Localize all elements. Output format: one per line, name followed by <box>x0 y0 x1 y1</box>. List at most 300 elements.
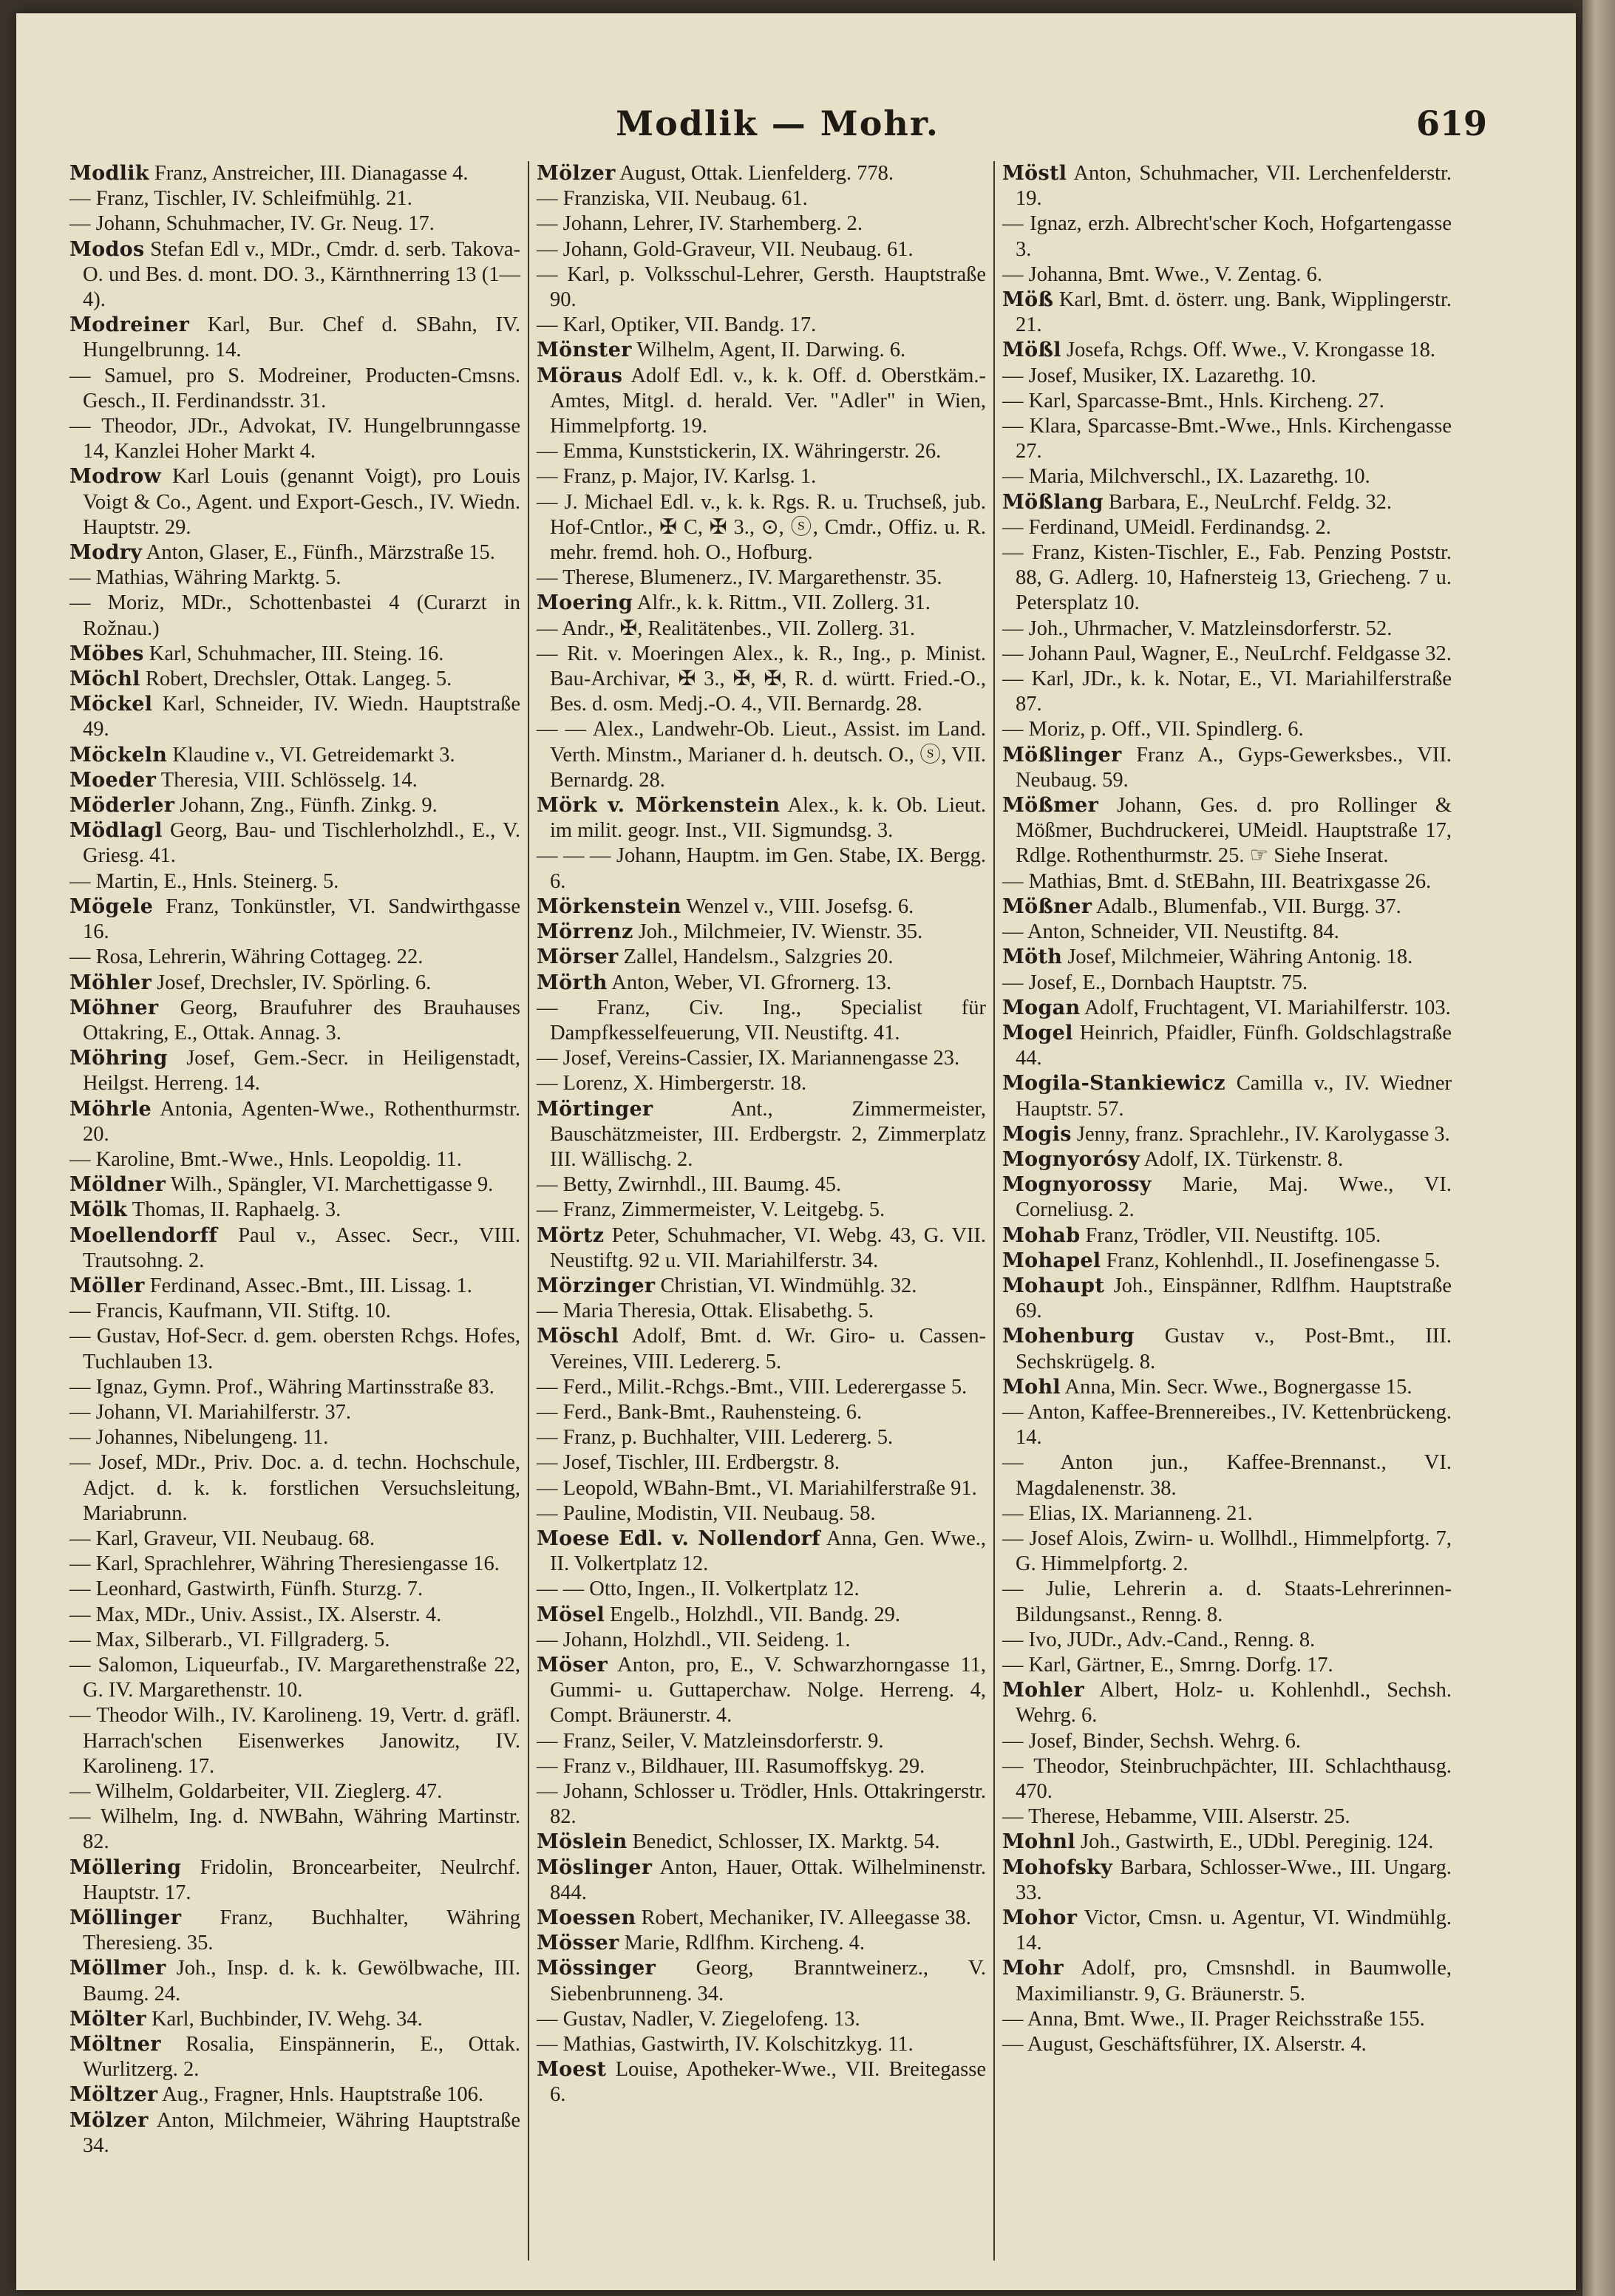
entry-details: Georg, Bau- und Tischlerholzhdl., E., V. Griesg. 41. <box>83 819 520 868</box>
directory-entry <box>1002 364 1452 389</box>
entry-details: Karl, Buchbinder, IV. Wehg. 34. <box>151 2007 423 2031</box>
directory-entry <box>537 237 986 262</box>
entry-details: — Josef, Vereins-Cassier, IX. Mariannengasse 23. <box>537 1047 960 1070</box>
entry-details: — Andr., ✠, Realitätenbes., VII. Zollerg. 31. <box>537 617 915 640</box>
entry-surname: Mogan <box>1002 996 1081 1019</box>
entry-details: Marie, Rdlfhm. Kircheng. 4. <box>624 1932 865 1955</box>
entry-surname: Möllinger <box>69 1906 182 1930</box>
entry-details: — Karl, Sparcasse-Bmt., Hnls. Kircheng. 27. <box>1002 389 1384 412</box>
directory-entry <box>1002 1628 1452 1653</box>
entry-surname: Möckel <box>69 693 153 716</box>
directory-entry <box>69 818 520 869</box>
directory-entry <box>537 1324 986 1374</box>
entry-details: Engelb., Holzhdl., VII. Bandg. 29. <box>610 1603 901 1626</box>
directory-entry <box>537 1754 986 1779</box>
entry-surname: Modos <box>69 237 145 261</box>
entry-details: Franz, Anstreicher, III. Dianagasse 4. <box>154 162 469 185</box>
directory-entry <box>1002 667 1452 717</box>
entry-details: — Franz, Kisten-Tischler, E., Fab. Penzing Poststr. 88, G. Adlerg. 10, Hafnersteig 13, Griecheng. 7 u. Petersplatz 10. <box>1002 541 1452 615</box>
directory-entry <box>69 1577 520 1602</box>
entry-details: Joh., Insp. d. k. k. Gewölbwache, III. Baumg. 24. <box>83 1957 520 2005</box>
entry-details: Marie, Maj. Wwe., VI. Corneliusg. 2. <box>1016 1173 1452 1222</box>
directory-entry <box>537 1450 986 1475</box>
directory-entry <box>69 1653 520 1703</box>
entry-details: Johann, Zng., Fünfh. Zinkg. 9. <box>180 794 438 818</box>
entry-details: Georg, Branntweinerz., V. Siebenbrunneng. 34. <box>550 1957 987 2005</box>
directory-entry <box>1002 540 1452 617</box>
entry-surname: Mohnl <box>1002 1830 1075 1854</box>
entry-details: — Leopold, WBahn-Bmt., VI. Mariahilferstraße 91. <box>537 1476 977 1500</box>
directory-entry <box>69 211 520 237</box>
entry-details: Anton, Glaser, E., Fünfh., Märzstraße 15. <box>146 541 495 565</box>
entry-details: — Maria Theresia, Ottak. Elisabethg. 5. <box>537 1300 874 1323</box>
directory-entry <box>69 2082 520 2108</box>
entry-details: Adolf, IX. Türkenstr. 8. <box>1143 1147 1344 1171</box>
entry-details: — Salomon, Liqueurfab., IV. Margarethenstraße 22, G. IV. Margarethenstr. 10. <box>69 1653 520 1702</box>
entry-details: — Julie, Lehrerin a. d. Staats-Lehrerinnen-Bildungsanst., Renng. 8. <box>1002 1577 1452 1626</box>
entry-surname: Modreiner <box>69 313 190 337</box>
directory-entry <box>1002 743 1452 793</box>
entry-surname: Mödlagl <box>69 819 163 843</box>
directory-entry <box>1002 2007 1452 2032</box>
directory-entry <box>69 1324 520 1374</box>
entry-surname: Möllmer <box>69 1957 166 1980</box>
entry-details: Benedict, Schlosser, IX. Marktg. 54. <box>632 1830 940 1854</box>
entry-details: Karl Louis (genannt Voigt), pro Louis Voigt & Co., Agent. und Export-Gesch., IV. Wiedn. Hauptstr. 29. <box>83 465 521 539</box>
directory-entry <box>69 945 520 970</box>
entry-details: Josef, Drechsler, IV. Spörling. 6. <box>157 971 432 994</box>
entry-surname: Mohenburg <box>1002 1325 1135 1348</box>
directory-entry <box>69 565 520 591</box>
entry-details: Karl, Bmt. d. österr. ung. Bank, Wipplingerstr. 21. <box>1016 288 1452 337</box>
entry-details: — — Alex., Landwehr-Ob. Lieut., Assist. im Land. Verth. Minstm., Marianer d. h. deutsch. O., ⓢ, VII. Bernardg. 28. <box>537 718 986 792</box>
directory-entry <box>69 692 520 742</box>
directory-entry <box>69 1628 520 1653</box>
directory-entry <box>1002 288 1452 338</box>
entry-details: — Elias, IX. Marianneng. 21. <box>1002 1501 1253 1525</box>
directory-entry <box>69 161 520 186</box>
directory-entry <box>537 1071 986 1096</box>
entry-details: — Wilhelm, Goldarbeiter, VII. Zieglerg. 47. <box>69 1780 443 1803</box>
directory-entry <box>537 1956 986 2006</box>
directory-entry <box>1002 1526 1452 1577</box>
directory-entry <box>1002 617 1452 642</box>
entry-details: — Johann, Lehrer, IV. Starhemberg. 2. <box>537 212 863 236</box>
entry-details: — Johann Paul, Wagner, E., NeuLrchf. Feldgasse 32. <box>1002 642 1452 665</box>
directory-entry <box>69 540 520 565</box>
entry-surname: Mogis <box>1002 1122 1072 1146</box>
directory-entry <box>69 1425 520 1450</box>
entry-details: Karl, Schuhmacher, III. Steing. 16. <box>149 642 444 665</box>
directory-entry <box>537 1375 986 1400</box>
entry-details: Anton, Schuhmacher, VII. Lerchenfelderstr. 19. <box>1016 162 1452 211</box>
entry-details: — Johann, Holzhdl., VII. Seideng. 1. <box>537 1628 851 1651</box>
entry-details: Josefa, Rchgs. Off. Wwe., V. Krongasse 18. <box>1067 339 1435 362</box>
entry-surname: Mößlang <box>1002 490 1104 514</box>
entry-surname: Möbes <box>69 642 144 665</box>
entry-surname: Modlik <box>69 162 149 185</box>
entry-details: — Leonhard, Gastwirth, Fünfh. Sturzg. 7. <box>69 1577 424 1601</box>
entry-surname: Mörtinger <box>537 1097 653 1121</box>
entry-surname: Mösser <box>537 1932 619 1955</box>
directory-entry <box>69 1299 520 1324</box>
directory-entry <box>69 1855 520 1906</box>
directory-entry <box>537 1425 986 1450</box>
entry-details: Paul v., Assec. Secr., VIII. Trautsohng. 2. <box>83 1223 520 1272</box>
entry-details: — Josef, Musiker, IX. Lazarethg. 10. <box>1002 364 1316 387</box>
directory-entry <box>69 768 520 793</box>
entry-details: — Johann, VI. Mariahilferstr. 37. <box>69 1400 351 1424</box>
entry-details: — Josef, Binder, Sechsh. Wehrg. 6. <box>1002 1729 1301 1753</box>
entry-details: — Anna, Bmt. Wwe., II. Prager Reichsstraße 155. <box>1002 2007 1425 2031</box>
entry-details: — Franz, Tischler, IV. Schleifmühlg. 21. <box>69 187 412 211</box>
entry-details: — Therese, Hebamme, VIII. Alserstr. 25. <box>1002 1805 1350 1829</box>
directory-entry <box>537 364 986 440</box>
entry-surname: Möhler <box>69 971 152 994</box>
entry-details: — Theodor, JDr., Advokat, IV. Hungelbrunngasse 14, Kanzlei Hoher Markt 4. <box>69 415 520 463</box>
entry-details: — Johann, Gold-Graveur, VII. Neubaug. 61. <box>537 237 914 261</box>
entry-details: — Maria, Milchverschl., IX. Lazarethg. 10. <box>1002 465 1370 489</box>
directory-entry <box>1002 1274 1452 1324</box>
entry-surname: Möltner <box>69 2033 161 2056</box>
entry-surname: Mößmer <box>1002 794 1099 818</box>
directory-entry <box>537 1400 986 1425</box>
entry-surname: Möser <box>537 1653 608 1677</box>
entry-details: Theresia, VIII. Schlösselg. 14. <box>160 768 418 792</box>
entry-details: Barbara, Schlosser-Wwe., III. Ungarg. 33. <box>1016 1855 1452 1904</box>
entry-details: — Karl, Gärtner, E., Smrng. Dorfg. 17. <box>1002 1653 1333 1677</box>
entry-surname: Mohr <box>1002 1957 1064 1980</box>
directory-entry <box>537 2057 986 2108</box>
entry-surname: Möckeln <box>69 743 168 767</box>
entry-details: — Franz v., Bildhauer, III. Rasumoffskyg. 29. <box>537 1754 925 1778</box>
entry-surname: Mohaupt <box>1002 1274 1105 1297</box>
entry-details: — Gustav, Hof-Secr. d. gem. obersten Rchgs. Hofes, Tuchlauben 13. <box>69 1325 520 1373</box>
entry-details: Joh., Gastwirth, E., UDbl. Pereginig. 124. <box>1081 1830 1434 1854</box>
directory-entry <box>537 490 986 566</box>
directory-entry <box>69 996 520 1046</box>
entry-surname: Möldner <box>69 1173 166 1197</box>
directory-entry <box>69 1274 520 1299</box>
entry-details: — Karl, Sprachlehrer, Währing Theresiengasse 16. <box>69 1552 500 1576</box>
entry-surname: Mölzer <box>69 2108 149 2132</box>
entry-details: Adolf Edl. v., k. k. Off. d. Oberstkäm.-Amtes, Mitgl. d. herald. Ver. "Adler" in Wien, Himmelpfortg. 19. <box>550 364 986 438</box>
directory-entry <box>69 1779 520 1804</box>
entry-details: Robert, Drechsler, Ottak. Langeg. 5. <box>145 668 452 691</box>
entry-surname: Mognyorósy <box>1002 1147 1140 1171</box>
entry-details: — Martin, E., Hnls. Steinerg. 5. <box>69 869 339 893</box>
directory-entry <box>1002 1450 1452 1501</box>
entry-surname: Möllering <box>69 1855 182 1879</box>
entry-details: — Franziska, VII. Neubaug. 61. <box>537 187 808 211</box>
entry-details: Anton, Hauer, Ottak. Wilhelminenstr. 844. <box>550 1855 986 1904</box>
entry-details: Gustav v., Post-Bmt., III. Sechskrügelg. 8. <box>1016 1325 1452 1373</box>
directory-entry <box>1002 1147 1452 1172</box>
directory-entry <box>69 2032 520 2082</box>
directory-entry <box>537 313 986 338</box>
entry-details: — Franz, p. Buchhalter, VIII. Ledererg. 5. <box>537 1426 894 1450</box>
entry-details: Franz, Tonkünstler, VI. Sandwirthgasse 16. <box>83 894 520 944</box>
directory-entry <box>537 1198 986 1223</box>
entry-surname: Mögele <box>69 894 154 918</box>
column-middle <box>528 161 993 2261</box>
entry-surname: Mohapel <box>1002 1249 1101 1272</box>
entry-details: — Karl, JDr., k. k. Notar, E., VI. Mariahilferstraße 87. <box>1002 668 1452 716</box>
directory-entry <box>1002 1830 1452 1855</box>
entry-surname: Mohler <box>1002 1679 1084 1702</box>
entry-details: — Max, MDr., Univ. Assist., IX. Alserstr. 4. <box>69 1603 442 1626</box>
entry-surname: Mörzinger <box>537 1274 656 1297</box>
entry-surname: Modrow <box>69 465 162 489</box>
directory-entry <box>1002 1021 1452 1071</box>
directory-entry <box>537 971 986 996</box>
entry-details: Anna, Min. Secr. Wwe., Bognergasse 15. <box>1064 1375 1412 1399</box>
entry-details: — Franz, p. Major, IV. Karlsg. 1. <box>537 465 817 489</box>
directory-entry <box>69 869 520 894</box>
directory-entry <box>1002 1324 1452 1374</box>
directory-entry <box>69 313 520 363</box>
directory-entry <box>1002 338 1452 363</box>
directory-entry <box>69 1703 520 1779</box>
directory-entry <box>537 338 986 363</box>
entry-details: — Max, Silberarb., VI. Fillgraderg. 5. <box>69 1628 390 1651</box>
entry-details: Albert, Holz- u. Kohlenhdl., Sechsh. Wehrg. 6. <box>1016 1679 1452 1728</box>
directory-entry <box>537 1931 986 1956</box>
column-left <box>62 161 528 2261</box>
directory-entry <box>537 262 986 313</box>
entry-surname: Mogila-Stankiewicz <box>1002 1072 1225 1096</box>
directory-entry <box>69 894 520 945</box>
directory-entry <box>69 1956 520 2006</box>
entry-surname: Mörtz <box>537 1223 605 1247</box>
entry-details: — Franz, Seiler, V. Matzleinsdorferstr. 9. <box>537 1729 884 1753</box>
entry-surname: Mörrenz <box>537 920 633 944</box>
directory-entry <box>1002 1855 1452 1906</box>
directory-entry <box>1002 211 1452 262</box>
entry-details: — Ferd., Milit.-Rchgs.-Bmt., VIII. Lederergasse 5. <box>537 1375 968 1399</box>
entry-surname: Mörser <box>537 945 619 969</box>
directory-entry <box>1002 793 1452 869</box>
directory-entry <box>69 1223 520 1274</box>
directory-entry <box>69 667 520 692</box>
entry-details: Robert, Mechaniker, IV. Alleegasse 38. <box>641 1906 971 1930</box>
entry-details: — Theodor Wilh., IV. Karolineng. 19, Vertr. d. gräfl. Harrach'schen Eisenwerkes Janowitz, IV. Karolineng. 17. <box>69 1704 520 1778</box>
directory-entry <box>69 591 520 641</box>
entry-surname: Moeder <box>69 768 157 792</box>
entry-details: August, Ottak. Lienfelderg. 778. <box>619 162 894 185</box>
entry-surname: Möderler <box>69 794 175 818</box>
directory-entry <box>537 591 986 616</box>
entry-details: Peter, Schuhmacher, VI. Webg. 43, G. VII. Neustiftg. 92 u. VII. Mariahilferstr. 34. <box>550 1223 987 1272</box>
directory-entry <box>1002 389 1452 414</box>
directory-entry <box>1002 1678 1452 1728</box>
column-right <box>993 161 1459 2261</box>
entry-details: — Franz, Zimmermeister, V. Leitgebg. 5. <box>537 1198 885 1222</box>
entry-details: Jenny, franz. Sprachlehr., IV. Karolygasse 3. <box>1076 1122 1450 1146</box>
entry-details: — Lorenz, X. Himbergerstr. 18. <box>537 1072 807 1096</box>
directory-entry <box>537 793 986 843</box>
entry-surname: Mörk v. Mörkenstein <box>537 794 781 818</box>
directory-entry <box>537 1501 986 1526</box>
entry-surname: Möhring <box>69 1047 168 1070</box>
entry-surname: Mössinger <box>537 1957 656 1980</box>
directory-entry <box>69 1552 520 1577</box>
directory-entry <box>69 1172 520 1198</box>
entry-details: — Karl, Optiker, VII. Bandg. 17. <box>537 313 817 337</box>
directory-entry <box>537 1855 986 1906</box>
entry-details: — Wilhelm, Ing. d. NWBahn, Währing Martinstr. 82. <box>69 1805 520 1854</box>
entry-details: Stefan Edl v., MDr., Cmdr. d. serb. Takova-O. und Bes. d. mont. DO. 3., Kärnthnerring 13 (1—4). <box>83 237 520 312</box>
entry-details: — Anton, Kaffee-Brennereibes., IV. Kettenbrückeng. 14. <box>1002 1400 1452 1450</box>
directory-entry <box>69 1046 520 1096</box>
entry-details: Alex., k. k. Ob. Lieut. im milit. geogr. Inst., VII. Sigmundsg. 3. <box>550 794 986 843</box>
entry-surname: Möller <box>69 1274 145 1297</box>
entry-details: Joh., Milchmeier, IV. Wienstr. 35. <box>638 920 923 944</box>
entry-surname: Mölzer <box>537 162 616 185</box>
directory-entry <box>1002 515 1452 540</box>
directory-entry <box>69 1147 520 1172</box>
entry-details: Wenzel v., VIII. Josefsg. 6. <box>686 894 914 918</box>
entry-details: Antonia, Agenten-Wwe., Rothenthurmstr. 20. <box>83 1097 520 1146</box>
entry-details: — Rosa, Lehrerin, Währing Cottageg. 22. <box>69 945 424 969</box>
entry-details: Christian, VI. Windmühlg. 32. <box>660 1274 917 1297</box>
directory-entry <box>1002 1122 1452 1147</box>
entry-details: Franz, Trödler, VII. Neustiftg. 105. <box>1085 1223 1381 1247</box>
entry-details: Josef, Gem.-Secr. in Heiligenstadt, Heilgst. Herreng. 14. <box>83 1047 521 1096</box>
directory-entry <box>1002 1729 1452 1754</box>
directory-entry <box>69 1198 520 1223</box>
entry-surname: Moering <box>537 591 633 615</box>
entry-surname: Mölter <box>69 2007 146 2031</box>
entry-surname: Mohofsky <box>1002 1855 1113 1879</box>
entry-details: — J. Michael Edl. v., k. k. Rgs. R. u. Truchseß, jub. Hof-Cntlor., ✠ C, ✠ 3., ⊙, ⓢ, Cmdr., Offiz. u. R. mehr. fremd. hoh. O., Hofburg. <box>537 490 986 565</box>
directory-entry <box>69 743 520 768</box>
entry-surname: Mörkenstein <box>537 894 681 918</box>
entry-surname: Möslinger <box>537 1855 653 1879</box>
directory-entry <box>1002 1375 1452 1400</box>
entry-details: — Ignaz, Gymn. Prof., Währing Martinsstraße 83. <box>69 1375 494 1399</box>
directory-entry <box>537 2032 986 2057</box>
entry-details: — Ferd., Bank-Bmt., Rauhensteing. 6. <box>537 1400 863 1424</box>
directory-entry <box>537 920 986 945</box>
entry-surname: Möslein <box>537 1830 628 1854</box>
entry-details: — Rit. v. Moeringen Alex., k. R., Ing., p. Minist. Bau-Archivar, ✠ 3., ✠, ✠, R. d. württ. Fried.-O., Bes. d. osm. Medj.-O. 4., VII. Bernardg. 28. <box>537 642 986 716</box>
entry-surname: Mölk <box>69 1198 128 1222</box>
directory-entry <box>1002 1653 1452 1678</box>
directory-entry <box>1002 1577 1452 1627</box>
directory-entry <box>1002 1223 1452 1249</box>
entry-details: — Klara, Sparcasse-Bmt.-Wwe., Hnls. Kirchengasse 27. <box>1002 415 1452 463</box>
directory-entry <box>537 439 986 464</box>
entry-details: — Josef, E., Dornbach Hauptstr. 75. <box>1002 971 1308 994</box>
directory-entry <box>537 565 986 591</box>
entry-surname: Moessen <box>537 1906 636 1930</box>
directory-entry <box>1002 1956 1452 2006</box>
directory-entry <box>1002 2032 1452 2057</box>
entry-details: — Johanna, Bmt. Wwe., V. Zentag. 6. <box>1002 262 1322 286</box>
directory-entry <box>69 971 520 996</box>
entry-details: Josef, Milchmeier, Währing Antonig. 18. <box>1067 945 1413 969</box>
directory-entry <box>537 464 986 489</box>
entry-details: Johann, Ges. d. pro Rollinger & Mößmer, Buchdruckerei, UMeidl. Hauptstraße 17, Rdlge. Rothenthurmstr. 25. ☞ Siehe Inserat. <box>1016 794 1452 868</box>
entry-details: Ant., Zimmermeister, Bauschätzmeister, III. Erdbergstr. 2, Zimmerplatz III. Wällischg. 2. <box>550 1097 986 1171</box>
directory-entry <box>537 1223 986 1274</box>
directory-entry <box>537 945 986 970</box>
entry-surname: Mösel <box>537 1603 605 1626</box>
entry-details: — Karoline, Bmt.-Wwe., Hnls. Leopoldig. 11. <box>69 1147 462 1171</box>
entry-details: — August, Geschäftsführer, IX. Alserstr. 4. <box>1002 2033 1367 2056</box>
directory-entry <box>537 1476 986 1501</box>
directory-entry <box>537 1046 986 1071</box>
entry-details: — Mathias, Gastwirth, IV. Kolschitzkyg. 11. <box>537 2033 914 2056</box>
directory-entry <box>1002 642 1452 667</box>
entry-details: Thomas, II. Raphaelg. 3. <box>132 1198 341 1222</box>
entry-details: Anton, pro, E., V. Schwarzhorngasse 11, Gummi- u. Guttaperchaw. Nolge. Herreng. 4, Compt. Bräunerstr. 4. <box>550 1653 986 1728</box>
entry-surname: Mohl <box>1002 1375 1061 1399</box>
entry-details: — Ignaz, erzh. Albrecht'scher Koch, Hofgartengasse 3. <box>1002 212 1452 261</box>
entry-details: Aug., Fragner, Hnls. Hauptstraße 106. <box>162 2083 484 2107</box>
entry-details: — Francis, Kaufmann, VII. Stiftg. 10. <box>69 1300 391 1323</box>
entry-details: Alfr., k. k. Rittm., VII. Zollerg. 31. <box>636 591 931 615</box>
entry-details: — Samuel, pro S. Modreiner, Producten-Cmsns. Gesch., II. Ferdinandsstr. 31. <box>69 364 520 412</box>
entry-surname: Möraus <box>537 364 623 387</box>
entry-details: — Johannes, Nibelungeng. 11. <box>69 1426 329 1450</box>
entry-details: Wilh., Spängler, VI. Marchettigasse 9. <box>170 1173 494 1197</box>
entry-details: — Emma, Kunststickerin, IX. Währingerstr. 26. <box>537 440 942 463</box>
entry-details: — Johann, Schuhmacher, IV. Gr. Neug. 17. <box>69 212 435 236</box>
page-number: 619 <box>1415 103 1487 143</box>
entry-surname: Möltzer <box>69 2083 158 2107</box>
directory-entry <box>537 1274 986 1299</box>
entry-details: — Anton jun., Kaffee-Brennanst., VI. Magdalenenstr. 38. <box>1002 1451 1452 1500</box>
entry-details: Karl, Bur. Chef d. SBahn, IV. Hungelbrunng. 14. <box>83 313 520 362</box>
entry-details: Franz, Buchhalter, Währing Theresieng. 35. <box>83 1906 521 1955</box>
entry-details: — Moriz, p. Off., VII. Spindlerg. 6. <box>1002 718 1304 741</box>
entry-details: — — Otto, Ingen., II. Volkertplatz 12. <box>537 1577 860 1601</box>
directory-entry <box>69 793 520 818</box>
entry-surname: Moest <box>537 2058 607 2082</box>
directory-entry <box>1002 262 1452 288</box>
entry-surname: Möth <box>1002 945 1063 969</box>
directory-entry <box>1002 920 1452 945</box>
entry-details: — Ferdinand, UMeidl. Ferdinandsg. 2. <box>1002 515 1331 539</box>
entry-details: Anton, Milchmeier, Währing Hauptstraße 34. <box>83 2108 520 2157</box>
entry-details: — Ivo, JUDr., Adv.-Cand., Renng. 8. <box>1002 1628 1316 1651</box>
entry-details: — Josef, MDr., Priv. Doc. a. d. techn. Hochschule, Adjct. d. k. k. forstlichen Versuchsleitung, Mariabrunn. <box>69 1451 520 1525</box>
entry-details: — Johann, Schlosser u. Trödler, Hnls. Ottakringerstr. 82. <box>537 1780 986 1829</box>
entry-surname: Mohab <box>1002 1223 1081 1247</box>
entry-surname: Mößner <box>1002 894 1092 918</box>
entry-details: — Karl, Graveur, VII. Neubaug. 68. <box>69 1526 375 1550</box>
directory-entry <box>1002 945 1452 970</box>
directory-page <box>16 13 1576 2290</box>
directory-entry <box>1002 1754 1452 1804</box>
entry-details: Anton, Weber, VI. Gfrornerg. 13. <box>611 971 892 994</box>
directory-entry <box>1002 1249 1452 1274</box>
book-page-edges <box>1582 0 1615 2296</box>
entry-surname: Möhrle <box>69 1097 152 1121</box>
entry-details: Victor, Cmsn. u. Agentur, VI. Windmühlg. 14. <box>1016 1906 1452 1955</box>
directory-entry <box>69 237 520 313</box>
directory-entry <box>537 843 986 894</box>
directory-entry <box>1002 894 1452 920</box>
directory-entry <box>537 996 986 1046</box>
entry-surname: Möchl <box>69 668 140 691</box>
directory-entry <box>1002 971 1452 996</box>
running-head: Modlik — Mohr. <box>616 103 939 143</box>
entry-surname: Modry <box>69 541 143 565</box>
entry-surname: Mößlinger <box>1002 743 1122 767</box>
